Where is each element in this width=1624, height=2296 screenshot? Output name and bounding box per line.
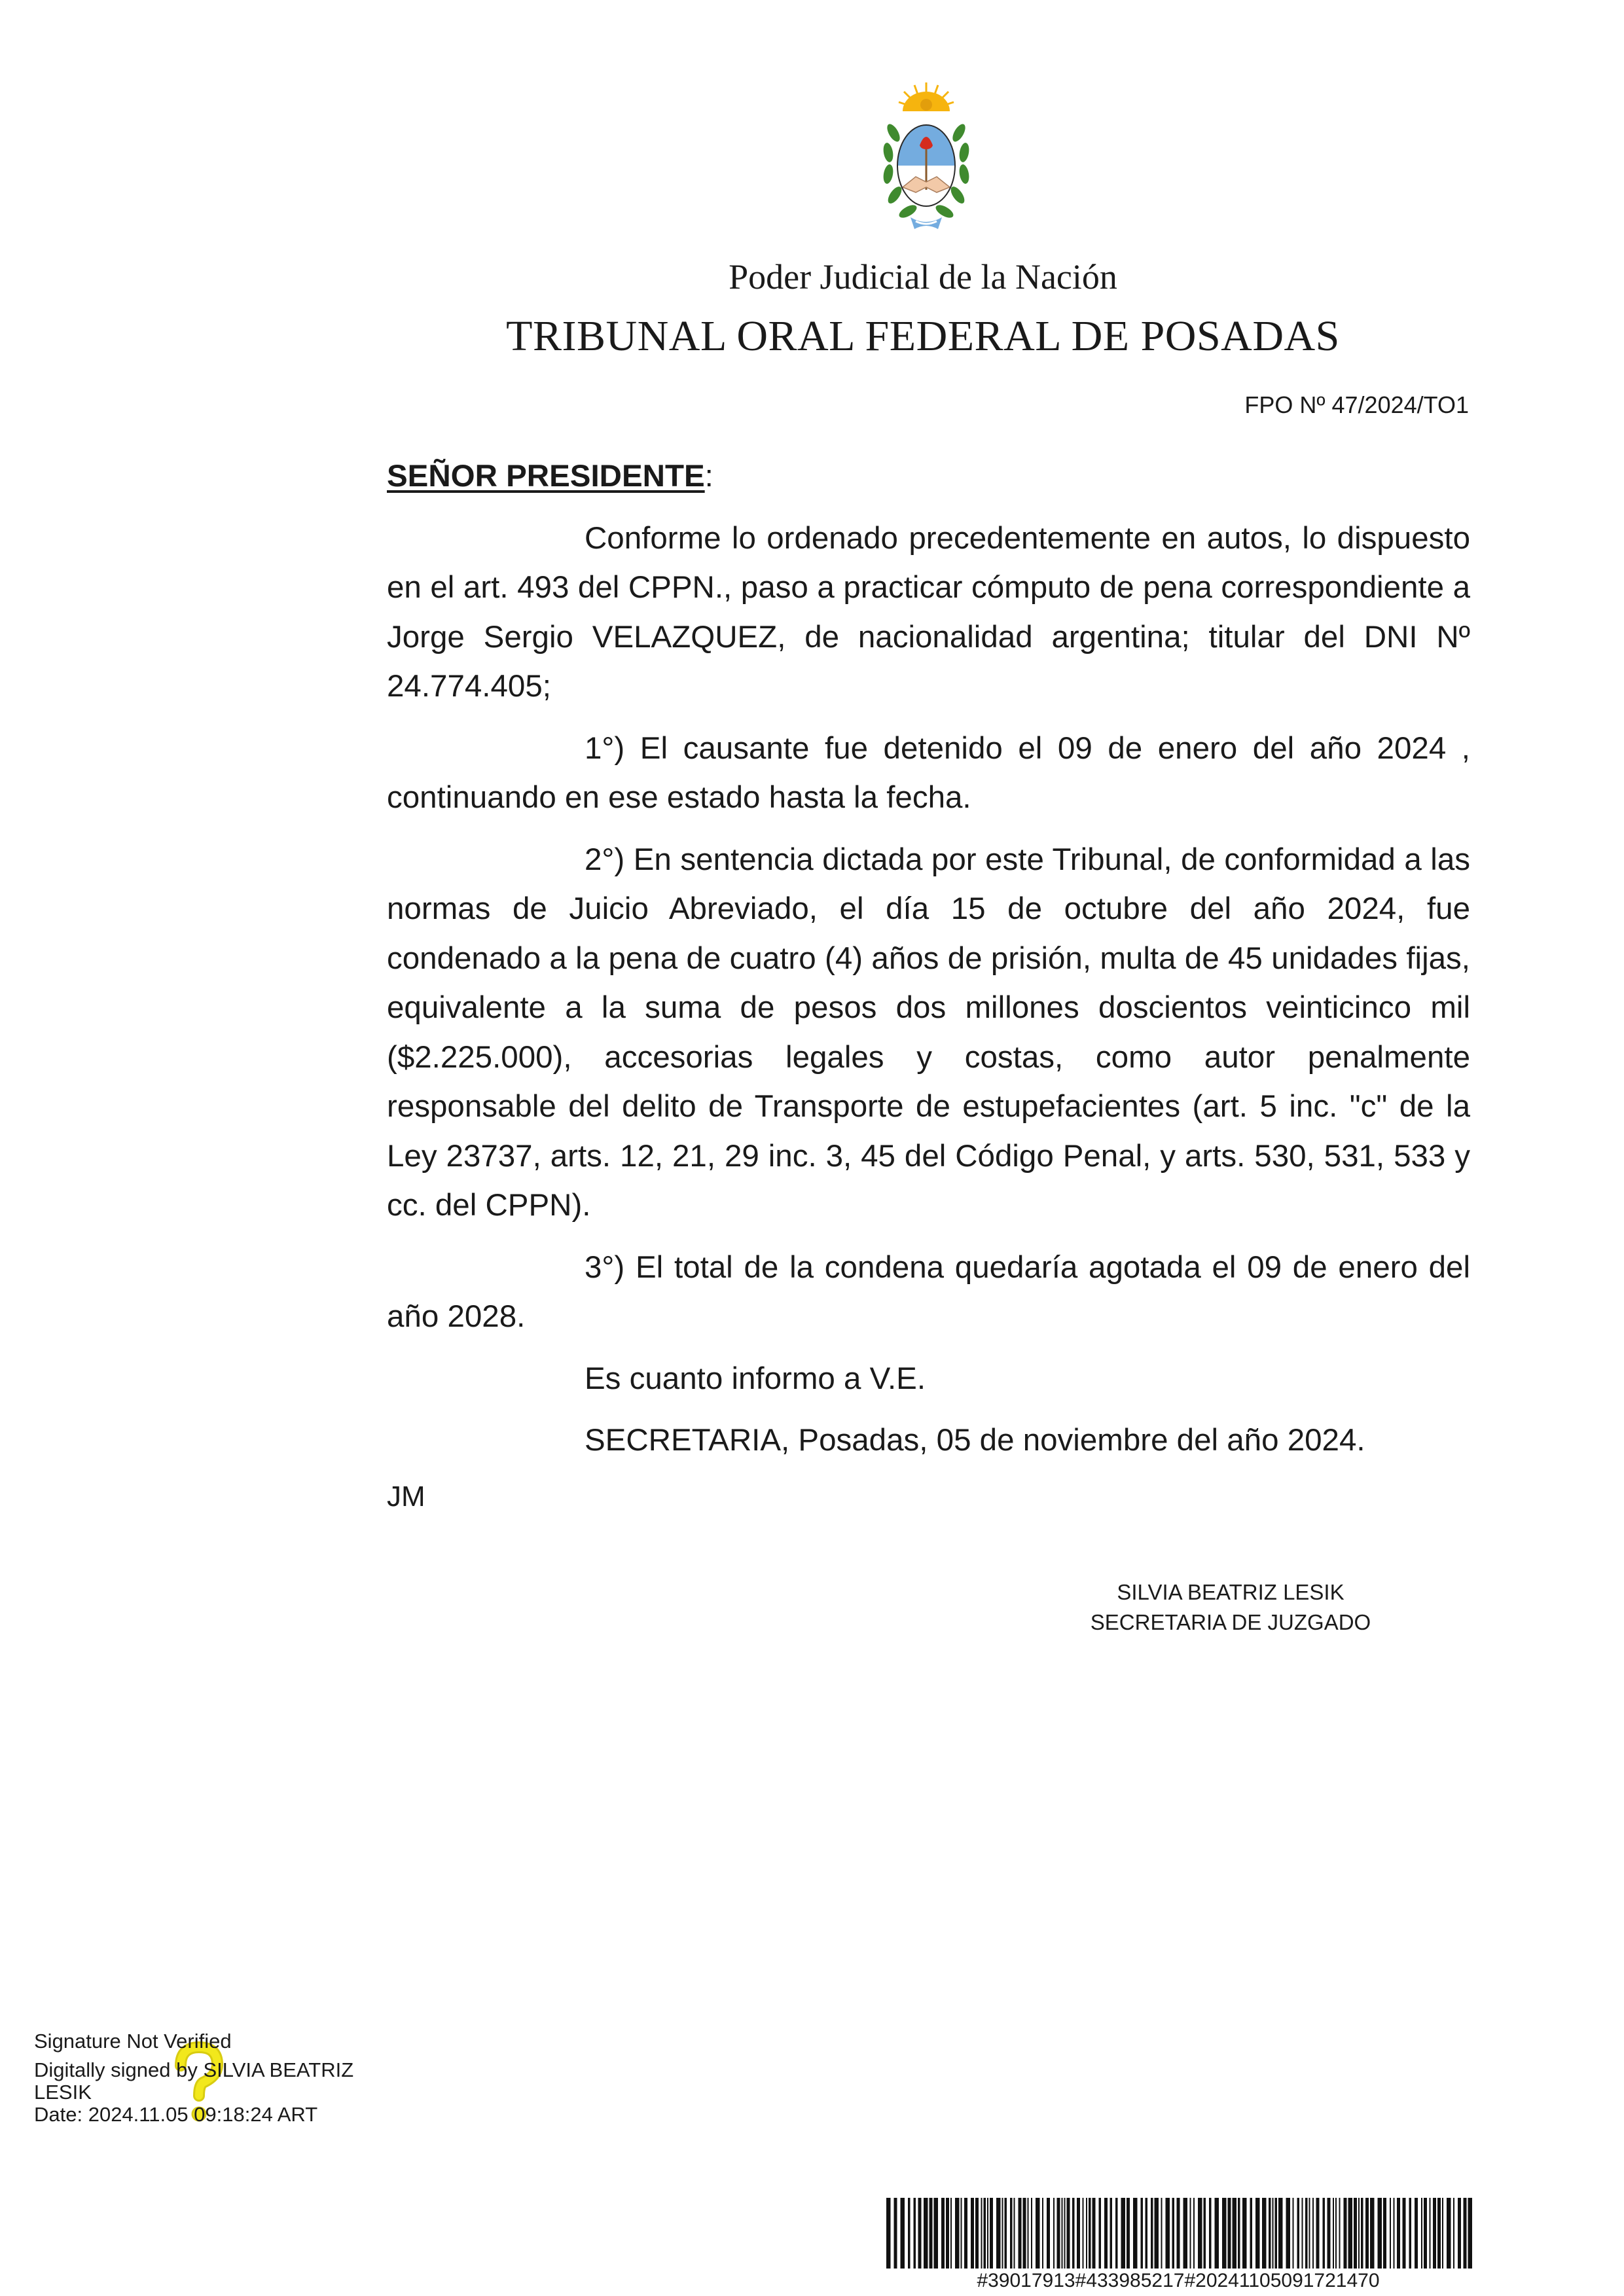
paragraph-point-2: 2°) En sentencia dictada por este Tribunal, de conformidad a las normas de Juicio Abreviado, el día 15 de octubre del año 2024, fue condenado a la pena de cuatro (4) años de prisión, multa de 45 unidades fijas, equivalente a la suma de pesos dos millones doscientos veinticinco mil ($2.225.000), accesorias legales y costas, como autor penalmente responsable del delito de Transporte de estupefacientes (art. 5 inc. "c" de la Ley 23737, arts. 12, 21, 29 inc. 3, 45 del Código Penal, y arts. 530, 531, 533 y cc. del CPPN). [387,842,1470,1223]
salutation [387,452,1470,501]
signature-status: Signature Not Verified [34,2030,232,2053]
signed-by-line1: Digitally signed by SILVIA BEATRIZ [34,2058,354,2081]
salutation-text: SEÑOR PRESIDENTE [387,459,705,493]
court-name: TRIBUNAL ORAL FEDERAL DE POSADAS [506,312,1340,360]
sun-icon [899,82,954,111]
paragraph-place-date: SECRETARIA, Posadas, 05 de noviembre del año 2024. [585,1423,1365,1458]
paragraph-closing: Es cuanto informo a V.E. [585,1361,926,1396]
signed-by-line2: LESIK [34,2081,92,2104]
signatory-name: SILVIA BEATRIZ LESIK [1117,1580,1344,1604]
shield-icon [893,123,959,211]
document-body [387,452,1470,1465]
signatory-role: SECRETARIA DE JUZGADO [1090,1610,1371,1634]
paragraph-intro: Conforme lo ordenado precedentemente en autos, lo dispuesto en el art. 493 del CPPN., paso a practicar cómputo de pena correspondiente a Jorge Sergio VELAZQUEZ, de nacionalidad argentina; titular del DNI Nº 24.774.405; [387,520,1470,704]
paragraph-point-3: 3°) El total de la condena quedaría agotada el 09 de enero del año 2028. [387,1249,1470,1334]
salutation-colon: : [704,459,713,493]
barcode-icon [884,2198,1473,2269]
barcode-number: #39017913#433985217#20241105091721470 [977,2270,1380,2291]
signature-date: Date: 2024.11.05 09:18:24 ART [34,2103,318,2126]
argentina-coat-of-arms-icon [874,77,979,238]
ribbon-icon [911,217,942,229]
institution-name: Poder Judicial de la Nación [729,257,1117,296]
paragraph-point-1: 1°) El causante fue detenido el 09 de enero del año 2024 , continuando en ese estado hasta la fecha. [387,730,1470,815]
digital-signature-block [34,2030,353,2126]
file-number: FPO Nº 47/2024/TO1 [1244,391,1469,418]
clerk-initials: JM [387,1480,425,1513]
